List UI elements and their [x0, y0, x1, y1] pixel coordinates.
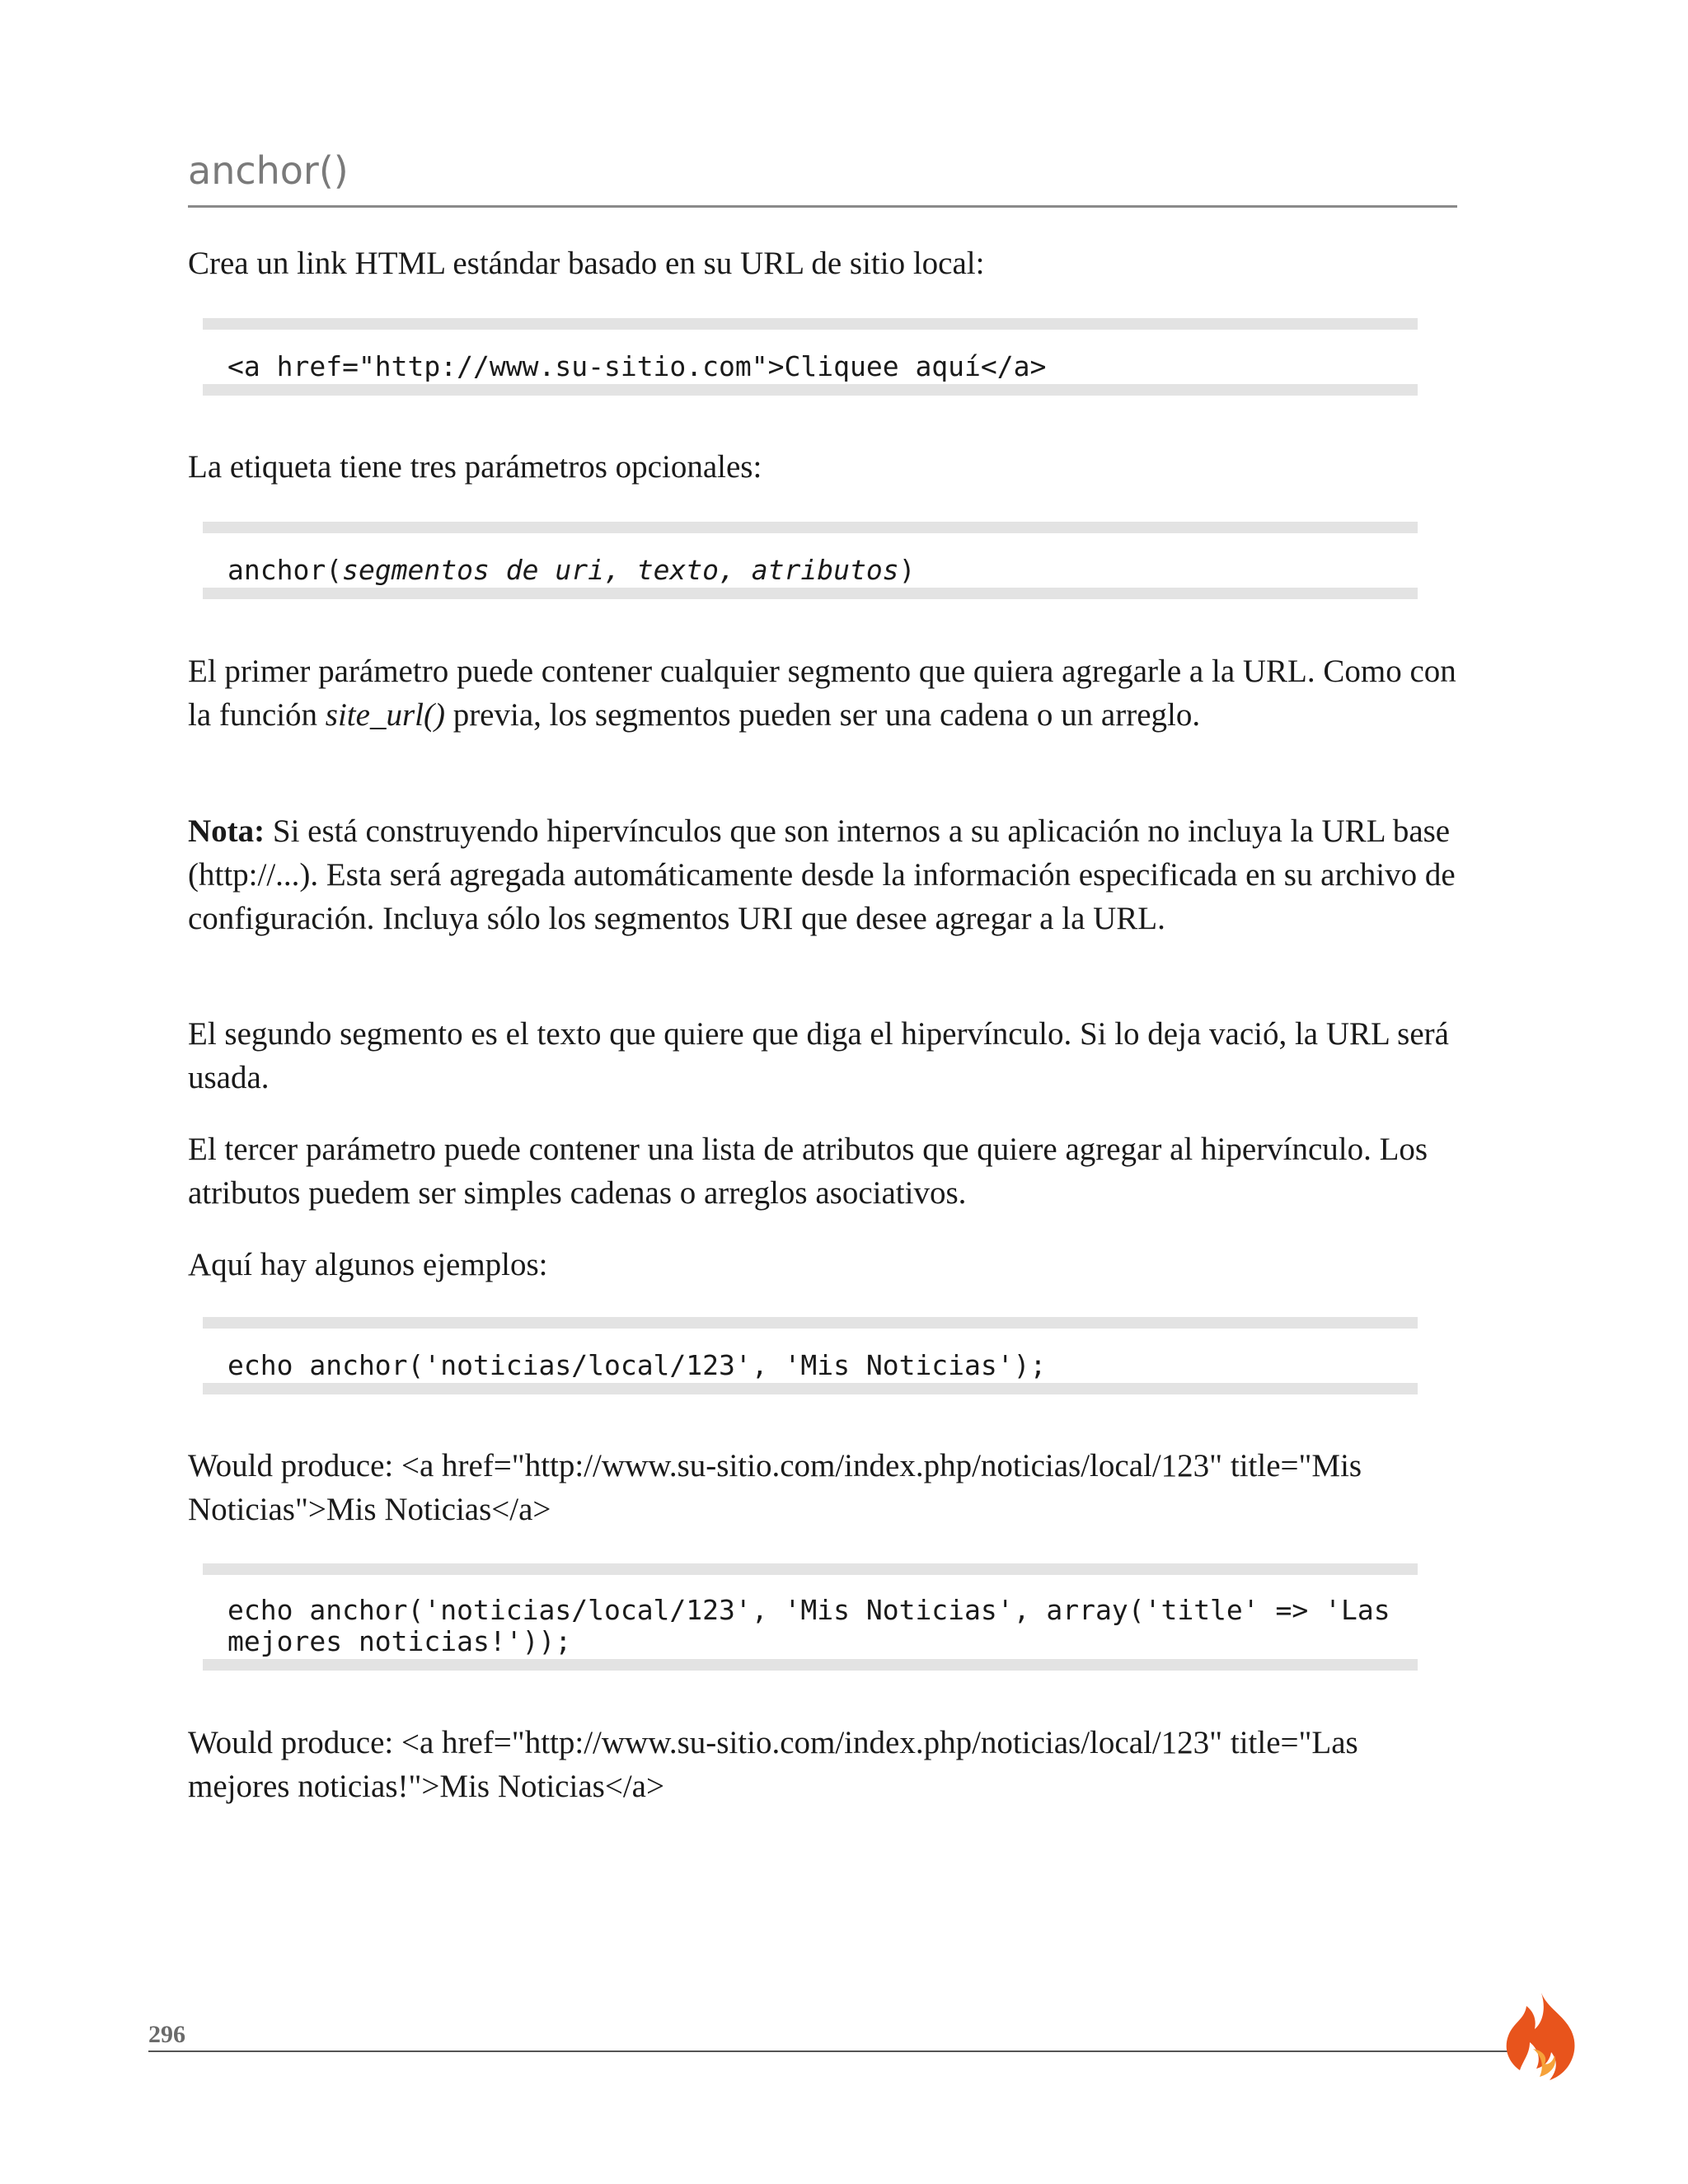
- code-block-example-2: [203, 1563, 1418, 1671]
- function-reference: site_url(): [325, 697, 445, 733]
- paragraph-params-intro: La etiqueta tiene tres parámetros opcionales:: [188, 449, 762, 485]
- code-text: <a href="http://www.su-sitio.com">Cliquee aquí</a>: [227, 350, 1047, 382]
- footer-divider: [148, 2050, 1517, 2052]
- code-block-example-1: [203, 1317, 1418, 1394]
- paragraph-output-1: Would produce: <a href="http://www.su-sitio.com/index.php/noticias/local/123" title="Mis Noticias">Mis Noticias</a>: [188, 1448, 1362, 1527]
- page-number: 296: [148, 2021, 185, 2048]
- paragraph-examples-intro: Aquí hay algunos ejemplos:: [188, 1247, 548, 1282]
- note-text: Si está construyendo hipervínculos que son internos a su aplicación no incluya la URL base (http://...). Esta será agregada automáticamente desde la información especificada en su archivo de configuración. Incluya sólo los segmentos URI que desee agregar a la URL.: [188, 813, 1456, 936]
- code-function-name: anchor(: [227, 554, 343, 586]
- code-params: segmentos de uri, texto, atributos: [342, 554, 899, 586]
- paragraph-third-param: El tercer parámetro puede contener una lista de atributos que quiere agregar al hipervínculo. Los atributos puedem ser simples cadenas o arreglos asociativos.: [188, 1132, 1428, 1211]
- text-run: El primer parámetro puede contener cualquier segmento que quiera agregarle a la URL. Como con la función: [188, 654, 1456, 733]
- code-block-html-link: [203, 318, 1418, 396]
- paragraph-second-param: El segundo segmento es el texto que quiere que diga el hipervínculo. Si lo deja vació, la URL será usada.: [188, 1016, 1449, 1095]
- paragraph-output-2: Would produce: <a href="http://www.su-sitio.com/index.php/noticias/local/123" title="Las mejores noticias!">Mis Noticias</a>: [188, 1725, 1358, 1804]
- code-text: [203, 555, 1418, 586]
- paragraph-intro: Crea un link HTML estándar basado en su URL de sitio local:: [188, 246, 985, 281]
- title-divider: [188, 205, 1457, 208]
- code-close-paren: ): [898, 554, 916, 586]
- section-title: anchor(): [188, 148, 349, 193]
- paragraph-note: [188, 809, 1457, 940]
- codeigniter-flame-icon: [1500, 1991, 1582, 2083]
- paragraph-first-param: [188, 649, 1457, 737]
- code-text: echo anchor('noticias/local/123', 'Mis Noticias');: [227, 1349, 1047, 1381]
- note-label: Nota:: [188, 813, 265, 849]
- code-text: echo anchor('noticias/local/123', 'Mis Noticias', array('title' => 'Las mejores noticias!'));: [227, 1594, 1390, 1657]
- code-block-signature: [203, 522, 1418, 599]
- text-run: previa, los segmentos pueden ser una cadena o un arreglo.: [444, 697, 1201, 733]
